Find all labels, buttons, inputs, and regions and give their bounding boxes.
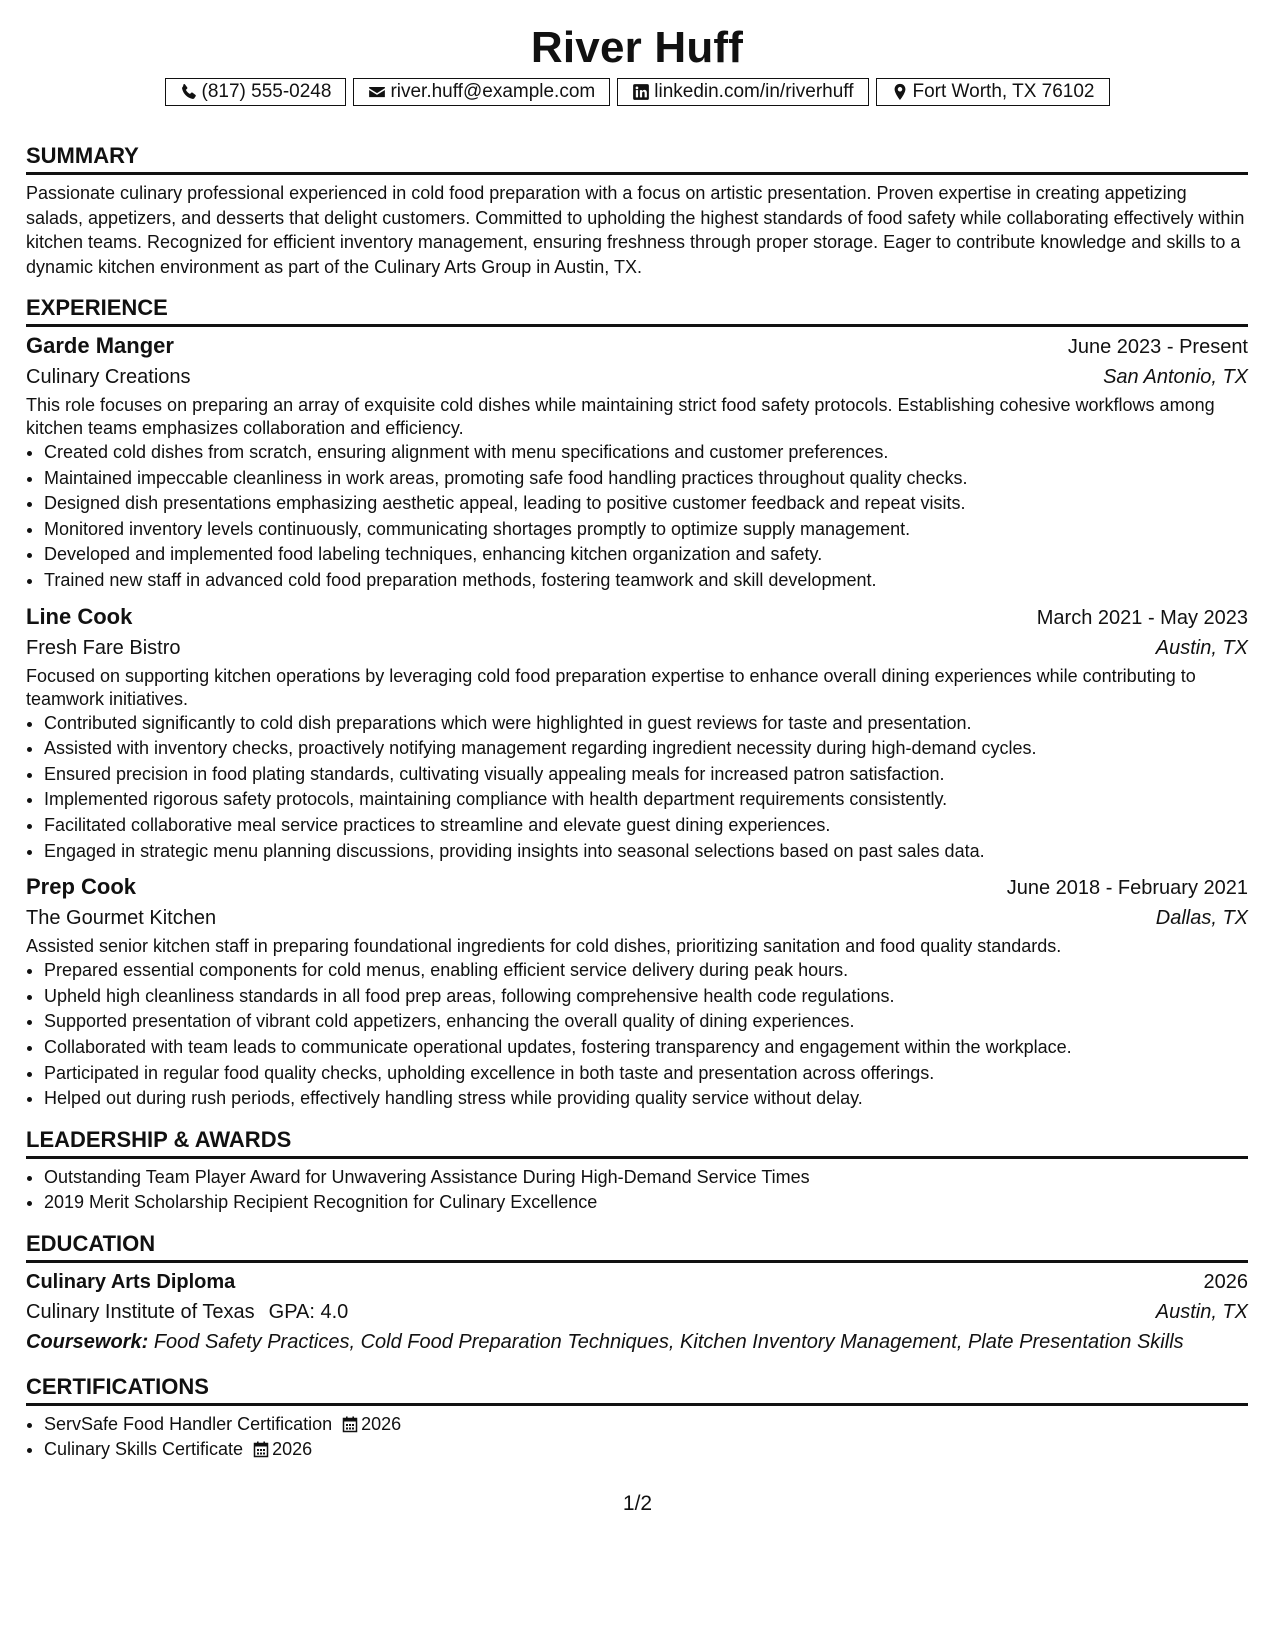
list-item: • Participated in regular food quality checks, upholding excellence in both taste and presentation across offerings. <box>44 1061 1248 1087</box>
calendar-icon <box>342 1416 358 1433</box>
envelope-icon <box>368 83 386 101</box>
list-item: • Collaborated with team leads to communicate operational updates, fostering transparency and engagement within the workplace. <box>44 1035 1248 1061</box>
job-company: The Gourmet Kitchen <box>26 907 217 930</box>
coursework-list: Food Safety Practices, Cold Food Preparation Techniques, Kitchen Inventory Management, Plate Presentation Skills <box>153 1330 1184 1353</box>
contact-email[interactable] <box>353 78 610 106</box>
certifications-section <box>26 1373 1248 1463</box>
phone-text: (817) 555-0248 <box>201 81 332 102</box>
job-location: Austin, TX <box>1155 636 1248 659</box>
gpa: GPA: 4.0 <box>268 1300 349 1323</box>
page-number: 1/2 <box>622 1492 653 1515</box>
job-role: Line Cook <box>26 603 133 629</box>
list-item: • Monitored inventory levels continuously, communicating shortages promptly to optimize supply management. <box>44 517 1248 543</box>
job-role: Garde Manger <box>26 333 174 358</box>
list-item: • Created cold dishes from scratch, ensuring alignment with menu specifications and customer preferences. <box>44 440 1248 466</box>
list-item: • Upheld high cleanliness standards in all food prep areas, following comprehensive health code regulations. <box>44 984 1248 1010</box>
job-role: Prep Cook <box>26 874 137 900</box>
list-item: • Maintained impeccable cleanliness in work areas, promoting safe food handling practices throughout quality checks. <box>44 466 1248 492</box>
email-text: river.huff@example.com <box>390 81 596 102</box>
list-item: • Contributed significantly to cold dish preparations which were highlighted in guest reviews for taste and presentation. <box>44 711 1248 737</box>
location-pin-icon <box>891 83 909 101</box>
degree-name: Culinary Arts Diploma <box>26 1270 236 1293</box>
summary-text: Passionate culinary professional experienced in cold food preparation with a focus on artistic presentation. Proven expertise in creating appetizing salads, appetizers, and desserts that delight customers. Committed to upholding the highest standards of food safety while collaborating effectively within kitchen teams. Recognized for efficient inventory management, ensuring freshness through proper storage. Eager to contribute knowledge and skills to a dynamic kitchen environment as part of the Culinary Arts Group in Austin, TX. <box>26 183 1245 277</box>
job-company: Fresh Fare Bistro <box>26 636 181 659</box>
linkedin-icon <box>632 83 650 101</box>
list-item: • Ensured precision in food plating standards, cultivating visually appealing meals for increased patron satisfaction. <box>44 762 1248 788</box>
job-description: Assisted senior kitchen staff in preparing foundational ingredients for cold dishes, prioritizing sanitation and food quality standards. <box>26 936 1062 957</box>
coursework-label: Coursework: <box>26 1330 149 1353</box>
list-item: • Assisted with inventory checks, proactively notifying management regarding ingredient necessity during high-demand cycles. <box>44 736 1248 762</box>
job-location: Dallas, TX <box>1155 907 1248 930</box>
job-bullets <box>26 958 1248 1112</box>
list-item: • Helped out during rush periods, effectively handling stress while providing quality service without delay. <box>44 1086 1248 1112</box>
list-item <box>44 1437 1248 1463</box>
list-item: • Outstanding Team Player Award for Unwavering Assistance During High-Demand Service Times <box>44 1165 1248 1191</box>
job-dates: June 2018 - February 2021 <box>1006 877 1248 900</box>
contact-linkedin[interactable] <box>617 78 868 106</box>
list-item: • 2019 Merit Scholarship Recipient Recognition for Culinary Excellence <box>44 1190 1248 1216</box>
candidate-name: River Huff <box>530 23 744 72</box>
list-item: • Prepared essential components for cold menus, enabling efficient service delivery during peak hours. <box>44 958 1248 984</box>
job-location: San Antonio, TX <box>1103 366 1248 388</box>
cert-name: Culinary Skills Certificate <box>44 1439 244 1460</box>
experience-section <box>26 294 1248 1112</box>
experience-heading: EXPERIENCE <box>26 294 1248 327</box>
linkedin-text: linkedin.com/in/riverhuff <box>654 81 854 102</box>
cert-year: 2026 <box>361 1413 402 1434</box>
job-description: Focused on supporting kitchen operations by leveraging cold food preparation expertise to enhance overall dining experiences while contributing to teamwork initiatives. <box>26 665 1196 709</box>
awards-list <box>26 1165 1248 1216</box>
graduation-year: 2026 <box>1203 1270 1248 1293</box>
list-item: • Engaged in strategic menu planning discussions, providing insights into seasonal selections based on past sales data. <box>44 839 1248 865</box>
cert-name: ServSafe Food Handler Certification <box>44 1413 333 1434</box>
list-item <box>44 1412 1248 1438</box>
list-item: • Developed and implemented food labeling techniques, enhancing kitchen organization and safety. <box>44 542 1248 568</box>
calendar-icon <box>253 1441 269 1458</box>
job-entry <box>26 872 1248 1112</box>
awards-section <box>26 1126 1248 1216</box>
list-item: • Designed dish presentations emphasizing aesthetic appeal, leading to positive customer feedback and repeat visits. <box>44 491 1248 517</box>
education-section <box>26 1230 1248 1357</box>
certifications-list <box>26 1412 1248 1463</box>
summary-heading: SUMMARY <box>26 142 1248 175</box>
education-heading: EDUCATION <box>26 1230 1248 1263</box>
contact-location <box>876 78 1110 106</box>
list-item: • Supported presentation of vibrant cold appetizers, enhancing the overall quality of dining experiences. <box>44 1009 1248 1035</box>
certifications-heading: CERTIFICATIONS <box>26 1373 1248 1406</box>
list-item: • Implemented rigorous safety protocols, maintaining compliance with health department requirements consistently. <box>44 787 1248 813</box>
job-dates: June 2023 - Present <box>1067 336 1248 358</box>
awards-heading: LEADERSHIP & AWARDS <box>26 1126 1248 1159</box>
summary-section <box>26 142 1248 279</box>
job-description: This role focuses on preparing an array of exquisite cold dishes while maintaining strict food safety protocols. Establishing cohesive workflows among kitchen teams emphasizes collaboration and efficiency. <box>26 395 1215 438</box>
list-item: • Facilitated collaborative meal service practices to streamline and elevate guest dining experiences. <box>44 813 1248 839</box>
school-name: Culinary Institute of Texas <box>26 1300 255 1323</box>
job-dates: March 2021 - May 2023 <box>1036 606 1248 629</box>
cert-year: 2026 <box>272 1439 313 1460</box>
phone-icon <box>180 83 198 101</box>
contact-phone[interactable] <box>165 78 347 106</box>
location-text: Fort Worth, TX 76102 <box>912 81 1095 102</box>
job-entry <box>26 331 1248 594</box>
coursework <box>26 1327 1248 1357</box>
list-item: • Trained new staff in advanced cold food preparation methods, fostering teamwork and skill development. <box>44 568 1248 594</box>
job-company: Culinary Creations <box>26 366 191 388</box>
school-location: Austin, TX <box>1155 1300 1248 1323</box>
job-bullets <box>26 711 1248 865</box>
job-entry <box>26 602 1248 865</box>
job-bullets <box>26 440 1248 594</box>
contact-bar <box>26 78 1248 106</box>
